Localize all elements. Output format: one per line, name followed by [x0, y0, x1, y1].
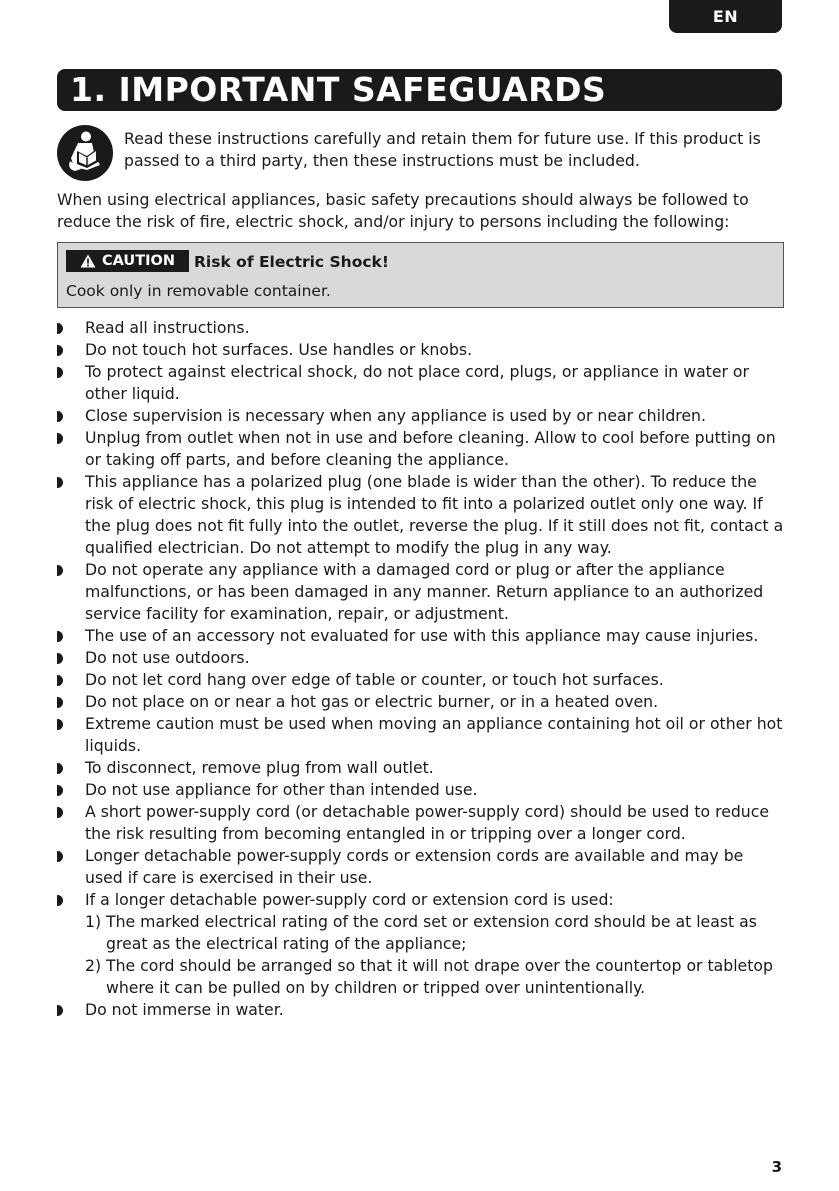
sub-list-number: 2)	[85, 956, 102, 975]
list-item-text: Do not touch hot surfaces. Use handles or knobs.	[85, 340, 473, 359]
list-item-text: This appliance has a polarized plug (one blade is wider than the other). To reduce the risk of electric shock, this plug is intended to fit into a polarized outlet only one way. If the plug does not fit fully into the outlet, reverse the plug. If it still does not fit, contact a qualified electrician. Do not attempt to modify the plug in any way.	[85, 472, 784, 557]
page-number: 3	[771, 1158, 782, 1176]
list-item	[57, 471, 784, 559]
list-item	[57, 559, 784, 625]
sub-list-number: 1)	[85, 912, 102, 931]
sub-list-item	[85, 911, 784, 955]
bullet-icon	[57, 1005, 63, 1016]
list-item	[57, 427, 784, 471]
safeguards-list	[57, 317, 784, 1021]
list-item-text: Do not let cord hang over edge of table or counter, or touch hot surfaces.	[85, 670, 664, 689]
language-tab: EN	[669, 0, 782, 33]
list-item	[57, 779, 784, 801]
safety-paragraph: When using electrical appliances, basic safety precautions should always be followed to reduce the risk of fire, electric shock, and/or injury to persons including the following:	[57, 190, 749, 231]
list-item-text: Close supervision is necessary when any appliance is used by or near children.	[85, 406, 706, 425]
list-item	[57, 405, 784, 427]
caution-badge	[66, 250, 189, 272]
bullet-icon	[57, 367, 63, 378]
list-item-text: The use of an accessory not evaluated for use with this appliance may cause injuries.	[85, 626, 759, 645]
caution-title: Risk of Electric Shock!	[194, 253, 389, 271]
bullet-icon	[57, 807, 63, 818]
list-item-text: Do not immerse in water.	[85, 1000, 284, 1019]
bullet-icon	[57, 345, 63, 356]
intro-block	[57, 125, 784, 181]
bullet-icon	[57, 851, 63, 862]
sub-list-text: The cord should be arranged so that it will not drape over the countertop or tabletop where it can be pulled on by children or tripped over unintentionally.	[106, 956, 773, 997]
bullet-icon	[57, 631, 63, 642]
list-item	[57, 999, 784, 1021]
list-item	[57, 317, 784, 339]
list-item-text: Extreme caution must be used when moving an appliance containing hot oil or other hot liquids.	[85, 714, 783, 755]
bullet-icon	[57, 477, 63, 488]
list-item-text: A short power-supply cord (or detachable power-supply cord) should be used to reduce the risk resulting from becoming entangled in or tripping over a longer cord.	[85, 802, 770, 843]
bullet-icon	[57, 675, 63, 686]
bullet-icon	[57, 895, 63, 906]
bullet-icon	[57, 719, 63, 730]
bullet-icon	[57, 653, 63, 664]
list-item-text: Unplug from outlet when not in use and before cleaning. Allow to cool before putting on or taking off parts, and before cleaning the appliance.	[85, 428, 776, 469]
sub-list-text: The marked electrical rating of the cord set or extension cord should be at least as great as the electrical rating of the appliance;	[106, 912, 757, 953]
list-item-text: If a longer detachable power-supply cord or extension cord is used:	[85, 890, 614, 909]
sub-list-item	[85, 955, 784, 999]
caution-box	[57, 242, 784, 308]
list-item-text: Do not use appliance for other than intended use.	[85, 780, 478, 799]
section-title: 1. IMPORTANT SAFEGUARDS	[57, 69, 782, 111]
list-item	[57, 361, 784, 405]
list-item	[57, 669, 784, 691]
list-item	[57, 691, 784, 713]
list-item	[57, 757, 784, 779]
list-item	[57, 339, 784, 361]
list-item-text: Read all instructions.	[85, 318, 250, 337]
warning-triangle-icon	[80, 254, 96, 268]
list-item-text: Longer detachable power-supply cords or extension cords are available and may be used if care is exercised in their use.	[85, 846, 744, 887]
bullet-icon	[57, 323, 63, 334]
bullet-icon	[57, 697, 63, 708]
bullet-icon	[57, 411, 63, 422]
list-item	[57, 647, 784, 669]
list-item	[57, 625, 784, 647]
intro-text: Read these instructions carefully and retain them for future use. If this product is passed to a third party, then these instructions must be included.	[124, 129, 761, 170]
list-item	[57, 889, 784, 999]
list-item	[57, 845, 784, 889]
bullet-icon	[57, 785, 63, 796]
caution-text: Cook only in removable container.	[66, 282, 331, 300]
list-item	[57, 713, 784, 757]
list-item	[57, 801, 784, 845]
list-item-text: Do not place on or near a hot gas or electric burner, or in a heated oven.	[85, 692, 659, 711]
read-manual-icon	[57, 125, 113, 181]
list-item-text: To protect against electrical shock, do not place cord, plugs, or appliance in water or other liquid.	[85, 362, 749, 403]
list-item-text: To disconnect, remove plug from wall outlet.	[85, 758, 434, 777]
list-item-text: Do not operate any appliance with a damaged cord or plug or after the appliance malfunctions, or has been damaged in any manner. Return appliance to an authorized service facility for examination, repair, or adjustment.	[85, 560, 764, 623]
caution-badge-label: CAUTION	[102, 253, 175, 269]
list-item-text: Do not use outdoors.	[85, 648, 250, 667]
bullet-icon	[57, 565, 63, 576]
bullet-icon	[57, 433, 63, 444]
bullet-icon	[57, 763, 63, 774]
